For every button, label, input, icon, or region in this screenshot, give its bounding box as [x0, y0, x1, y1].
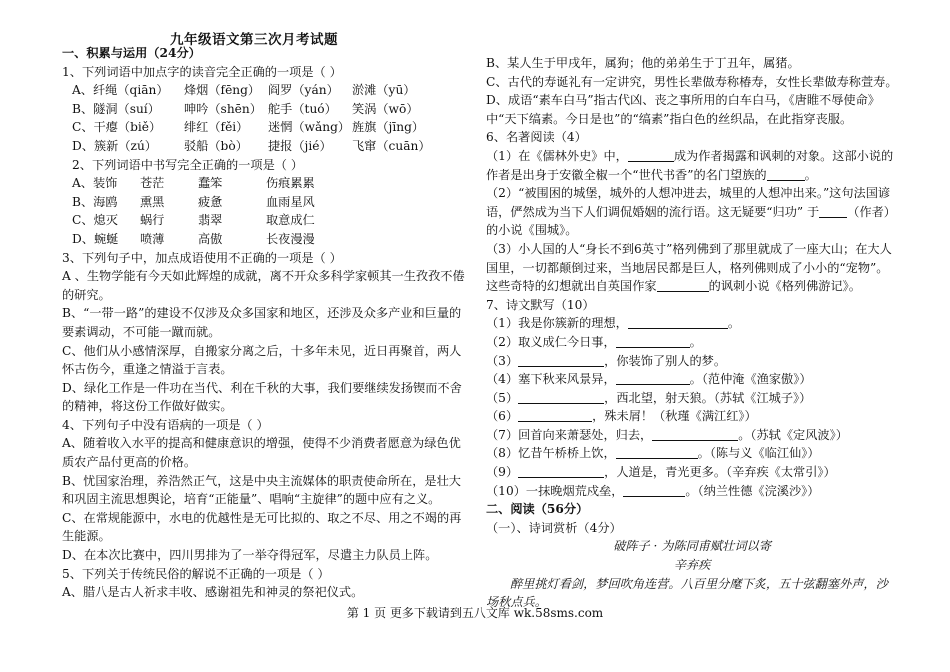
q4-option-c: C、在常规能源中，水电的优越性是无可比拟的、取之不尽、用之不竭的再生能源。: [62, 510, 462, 544]
q4-option-b: B、忧国家治理，养浩然正气，这是中央主流媒体的职责使命所在，是壮大和巩固主流思想舆论，培育“正能量”、唱响“主旋律”的题中应有之义。: [62, 473, 461, 507]
q4-option-a: A、随着收入水平的提高和健康意识的增强，使得不少消费者愿意为绿色优质农产品付更高的价格。: [62, 436, 461, 470]
poem-line: [486, 352, 898, 371]
option-word: 淤滩（yū）: [352, 83, 416, 98]
q4-option-d: D、在本次比赛中，四川男排为了一举夺得冠军，尽遣主力队员上阵。: [62, 548, 438, 563]
q3-option-c: C、他们从小感情深厚，自搬家分离之后，十多年未见，近日再聚首，两人怀古伤今，重逢之情溢于言表。: [62, 343, 462, 377]
text: 的讽刺小说《格列佛游记》。: [708, 279, 861, 294]
question-2: 2、下列词语中书写完全正确的一项是（ ）: [72, 157, 304, 172]
option-word: B、隧洞（suí）: [72, 101, 160, 116]
answer-blank[interactable]: [623, 483, 685, 497]
q1-option-d: [62, 137, 472, 156]
poem-suffix: ，人道是，青光更多。（辛弃疾《太常引》）: [604, 465, 836, 480]
poem-recital-list: [486, 314, 898, 500]
poem-prompt: （3）: [486, 353, 519, 368]
q5-option-d: D、成语“素车白马”指古代凶、丧之事所用的白车白马，《唐睢不辱使命》中“天下缟素。今日是也”的“缟素”指白色的丝织品，在此指穿丧服。: [486, 93, 880, 126]
poem-prompt: （5）: [486, 390, 519, 405]
answer-blank[interactable]: [518, 464, 604, 478]
answer-blank[interactable]: [767, 167, 805, 181]
q1-option-b: [62, 100, 472, 119]
text: 。: [804, 167, 817, 182]
option-word: 舵手（tuó）: [268, 101, 337, 116]
poem-line: [486, 463, 898, 482]
question-5: 5、下列关于传统民俗的解说不正确的一项是（ ）: [62, 566, 330, 581]
answer-blank[interactable]: [652, 427, 738, 441]
answer-blank[interactable]: [657, 278, 709, 292]
section-heading: 一、积累与运用（24分）: [62, 46, 201, 60]
answer-blank[interactable]: [819, 204, 847, 218]
question-1: 1、下列词语中加点字的读音完全正确的一项是（ ）: [62, 64, 342, 79]
poem-title: 破阵子 · 为陈同甫赋壮词以寄: [613, 539, 771, 554]
option-word: 旌旗（jīng）: [352, 120, 425, 135]
answer-blank[interactable]: [616, 334, 690, 348]
poem-prompt: （2）取义成仁今日事，: [486, 334, 616, 349]
option-word: D、簇新（zú）: [72, 138, 157, 153]
option-word: 笑涡（wō）: [352, 101, 419, 116]
poem-suffix: 。（陈与义《临江仙》）: [697, 446, 820, 461]
poem-prompt: （6）: [486, 409, 519, 424]
option-word: 取意成仁: [266, 213, 315, 228]
poem-line: [486, 314, 898, 333]
option-word: A、纤绳（qiān）: [72, 83, 169, 98]
option-word: 烽烟（fēng）: [184, 83, 261, 98]
poem-suffix: ，西北望，射天狼。（苏轼《江城子》）: [604, 390, 812, 405]
poem-prompt: （7）回首向来萧瑟处，归去，: [486, 427, 653, 442]
poem-suffix: 。（范仲淹《渔家傲》）: [689, 372, 812, 387]
poem-line: [486, 444, 898, 463]
option-word: 喷薄: [140, 231, 165, 246]
question-7: 7、诗文默写（10）: [486, 297, 595, 312]
poem-line: [486, 407, 898, 426]
right-column: [486, 54, 898, 612]
q3-option-d: D、绿化工作是一件功在当代、利在千秋的大事，我们要继续发扬锲而不舍的精神，将这份工作做好做实。: [62, 380, 462, 414]
page-title: 九年级语文第三次月考试题: [170, 32, 338, 48]
q5-option-a: A、腊八是古人祈求丰收、感谢祖先和神灵的祭祀仪式。: [62, 585, 364, 600]
option-word: 翡翠: [198, 213, 223, 228]
option-word: 飞窜（cuān）: [352, 138, 431, 153]
q3-option-b: B、“一带一路”的建设不仅涉及众多国家和地区，还涉及众多产业和巨量的要素调动，不可能一蹴而就。: [62, 306, 462, 339]
option-word: 捷报（jié）: [268, 138, 332, 153]
option-word: 伤痕累累: [266, 176, 315, 191]
option-word: 苍茫: [140, 176, 165, 191]
poem-author: 辛弃疾: [673, 558, 711, 573]
q2-option-a: [62, 174, 472, 193]
q6-item-1: [486, 147, 898, 184]
poem-suffix: 。（苏轼《定风波》）: [738, 427, 848, 442]
poem-line: [486, 370, 898, 389]
q6-item-3: [486, 240, 898, 296]
q6-item-2: [486, 184, 898, 240]
q2-option-d: [62, 230, 472, 249]
poem-prompt: （4）塞下秋来风景异，: [486, 372, 616, 387]
question-6: 6、名著阅读（4）: [486, 130, 587, 145]
option-word: 蠢笨: [198, 176, 223, 191]
option-word: 蜗行: [140, 213, 165, 228]
text: （2）“被围困的城堡，城外的人想冲进去，城里的人想冲出来。”这句法国谚语，俨然成为当下人们调侃婚姻的流行语。这无疑要“归功” 于: [486, 186, 891, 219]
subsection-heading: （一）、诗词赏析（4分）: [486, 520, 622, 535]
poem-line: [486, 333, 898, 352]
answer-blank[interactable]: [518, 390, 604, 404]
option-word: 迷惘（wǎng）: [268, 120, 351, 135]
q3-option-a: A 、生物学能有今天如此辉煌的成就，离不开众多科学家顿其一生孜孜不倦的研究。: [62, 269, 465, 302]
question-3: 3、下列句子中，加点成语使用不正确的一项是（ ）: [62, 250, 342, 265]
poem-prompt: （8）忆昔午桥桥上饮，: [486, 446, 616, 461]
text: （3）小人国的人“身长不到6英寸”格列佛到了那里就成了一座大山；在大人国里，一切都颠倒过来，当地居民都是巨人，格列佛则成了小小的“宠物”。这些奇特的幻想就出自英国作家: [486, 241, 892, 294]
text: （作者）的小说《围城》。: [486, 204, 896, 238]
option-word: 绯红（fěi）: [184, 120, 249, 135]
answer-blank[interactable]: [616, 371, 690, 385]
option-word: 血雨星风: [266, 194, 315, 209]
poem-line: [486, 482, 898, 501]
answer-blank[interactable]: [628, 148, 674, 162]
option-word: C、干瘪（biě）: [72, 120, 162, 135]
poem-suffix: 。: [689, 334, 702, 349]
poem-prompt: （9）: [486, 465, 519, 480]
poem-suffix: 。（纳兰性德《浣溪沙》）: [685, 483, 820, 498]
option-word: D、蜿蜒: [72, 231, 119, 246]
q5-option-c: C、古代的寿诞礼有一定讲究，男性长辈做寿称椿寿，女性长辈做寿称萱寿。: [486, 74, 898, 89]
q1-option-c: [62, 118, 472, 137]
section-heading: 二、阅读（56分）: [486, 502, 589, 517]
left-column: [62, 44, 472, 602]
q5-option-b: B、某人生于甲戌年，属狗；他的弟弟生于丁丑年，属猪。: [486, 56, 800, 70]
poem-prompt: （1）我是你簇新的理想，: [486, 316, 628, 331]
option-word: 高傲: [198, 231, 223, 246]
question-4: 4、下列句子中没有语病的一项是（ ）: [62, 417, 269, 432]
poem-suffix: ，殊未屑！（秋瑾《满江红》）: [592, 409, 757, 424]
option-word: A、装饰: [72, 176, 118, 191]
answer-blank[interactable]: [518, 353, 604, 367]
poem-line: [486, 389, 898, 408]
text: （1）在《儒林外史》中，: [486, 148, 628, 163]
poem-body: 醉里挑灯看剑，梦回吹角连营。八百里分麾下炙，五十弦翻塞外声，沙场秋点兵。: [486, 576, 888, 610]
answer-blank[interactable]: [628, 315, 728, 329]
poem-prompt: （10）一抹晚烟荒戍垒，: [486, 483, 624, 498]
text: 成为作者揭露和讽刺的对象。这部小说的作者是出身于安徽全椒一个“世代书香”的名门望族的: [486, 148, 894, 182]
option-word: C、熄灭: [72, 213, 118, 228]
q1-option-a: [62, 81, 472, 100]
q2-option-b: [62, 193, 472, 212]
option-word: 阎罗（yán）: [268, 83, 339, 98]
option-word: 驳船（bò）: [184, 138, 248, 153]
answer-blank[interactable]: [616, 445, 698, 459]
option-word: B、海鸥: [72, 194, 118, 209]
poem-suffix: 。: [727, 316, 741, 331]
option-word: 疲惫: [198, 194, 223, 209]
poem-suffix: ，你装饰了别人的梦。: [604, 353, 727, 368]
poem-line: [486, 426, 898, 445]
option-word: 呻吟（shēn）: [184, 101, 262, 116]
answer-blank[interactable]: [518, 408, 592, 422]
q2-option-c: [62, 211, 472, 230]
option-word: 熏黑: [140, 194, 165, 209]
option-word: 长夜漫漫: [266, 231, 315, 246]
page-footer: 第 1 页 更多下载请到五八文库 wk.58sms.com: [346, 606, 604, 620]
